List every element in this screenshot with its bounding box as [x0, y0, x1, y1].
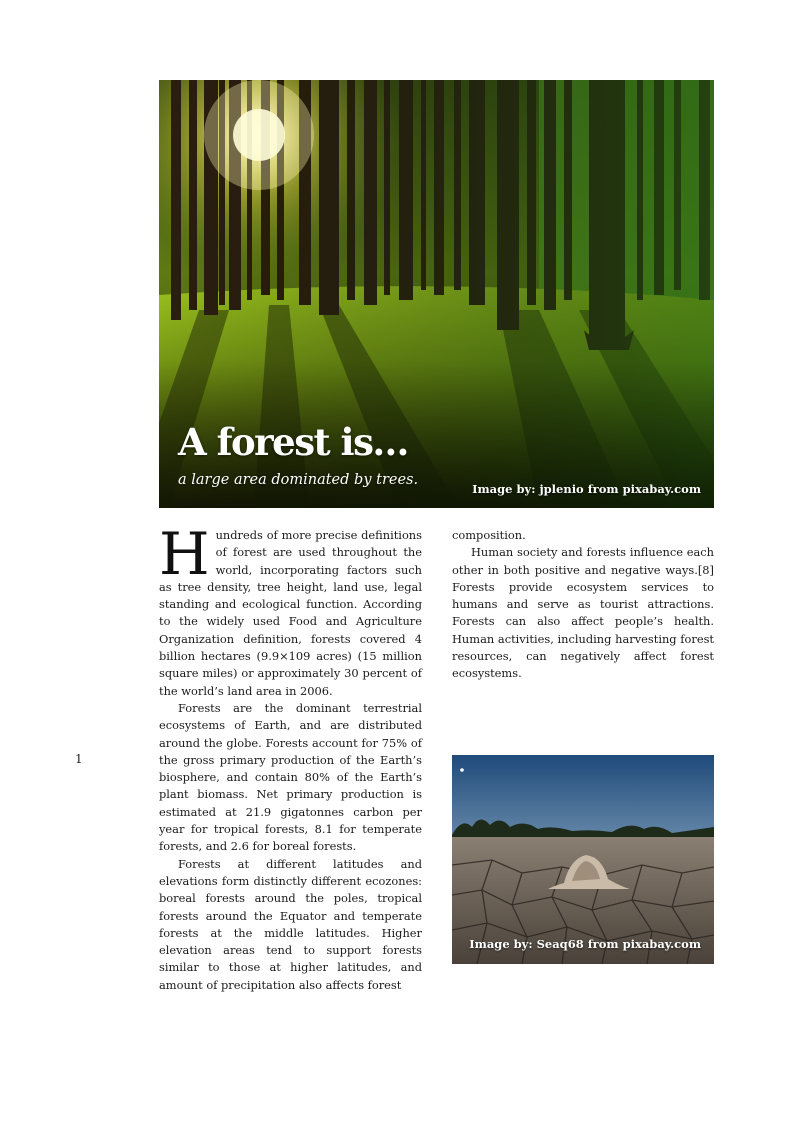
hero-subtitle: a large area dominated by trees. — [178, 472, 419, 488]
article-paragraph: Forests at different latitudes and elevations form distinctly different ecozones: boreal forests around the poles, tropical forests around the Equator and temperate forests at the middle latitudes. Higher elevation areas tend to support forests similar to those at higher latitudes, and amount of precipitation also affects forest — [159, 856, 422, 992]
drought-image — [452, 755, 714, 964]
hero-title: A forest is… — [178, 420, 408, 464]
article-paragraph-continued: composition. — [452, 528, 526, 542]
page-number: 1 — [75, 752, 83, 766]
drought-illustration — [452, 755, 714, 964]
paragraph-text: undreds of more precise definitions of forest are used throughout the world, incorporating factors such as tree density, tree height, land use, legal standing and ecological function. According to the widely used Food and Agriculture Organization definition, forests covered 4 billion hectares (9.9×109 acres) (15 million square miles) or approximately 30 percent of the world’s land area in 2006. — [159, 528, 422, 698]
hero-image-credit: Image by: jplenio from pixabay.com — [472, 482, 701, 496]
article-column-right — [452, 527, 714, 683]
drop-cap: H — [159, 520, 210, 588]
article-paragraph: Human society and forests influence each other in both positive and negative ways.[8] Forests provide ecosystem services to humans and serve as tourist attractions. Forests can also affect people’s health. Human activities, including harvesting forest resources, can negatively affect forest ecosystems. — [452, 545, 714, 681]
article-column-left — [159, 520, 422, 994]
drought-image-credit: Image by: Seaq68 from pixabay.com — [469, 937, 701, 951]
article-paragraph: Forests are the dominant terrestrial ecosystems of Earth, and are distributed around the globe. Forests account for 75% of the gross primary production of the Earth’s biosphere, and contain 80% of the Earth’s plant biomass. Net primary production is estimated at 21.9 gigatonnes carbon per year for tropical forests, 8.1 for temperate forests, and 2.6 for boreal forests. — [159, 700, 422, 854]
article-paragraph — [159, 520, 422, 700]
hero-image — [159, 80, 714, 508]
